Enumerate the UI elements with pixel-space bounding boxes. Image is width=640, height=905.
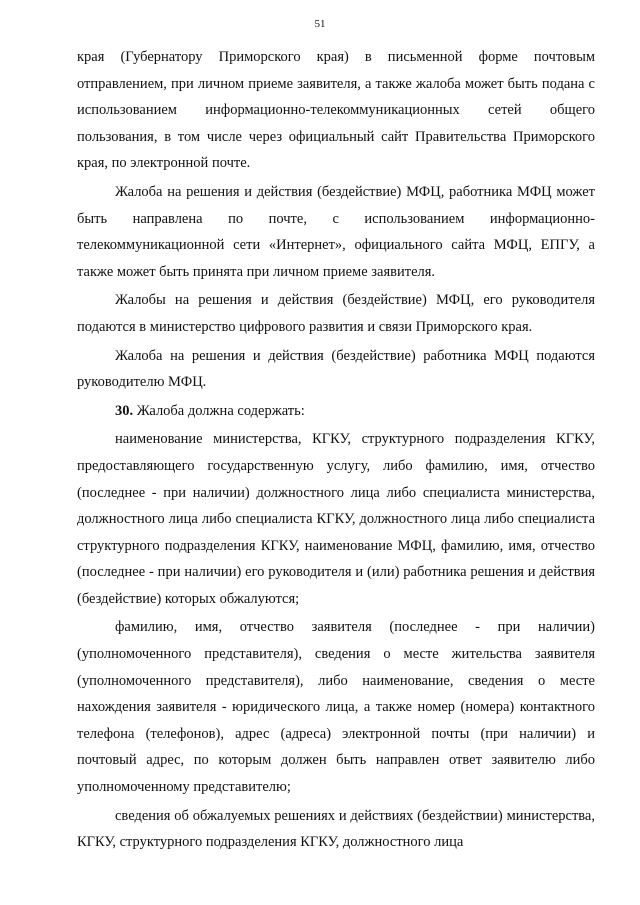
paragraph-mfc-complaint-submission: Жалоба на решения и действия (бездействие) МФЦ, работника МФЦ может быть направлена по почте, с использованием информационно-телекоммуникационной сети «Интернет», официального сайта МФЦ, ЕПГУ, а также может быть принята при личном приеме заявителя. <box>77 183 595 280</box>
list-paragraph-authority-name: наименование министерства, КГКУ, структурного подразделения КГКУ, предоставляющего государственную услугу, либо фамилию, имя, отчество (последнее - при наличии) должностного лица либо специалиста министерства, должностного лица либо специалиста КГКУ, должностного лица либо специалиста структурного подразделения КГКУ, наименование МФЦ, фамилию, имя, отчество (последнее - при наличии) его руководителя и (или) работника решения и действия (бездействие) которых обжалуются; <box>77 431 595 607</box>
paragraph-mfc-head-complaints: Жалобы на решения и действия (бездействие) МФЦ, его руководителя подаются в министерство цифрового развития и связи Приморского края. <box>77 292 595 335</box>
list-paragraph-applicant-info: фамилию, имя, отчество заявителя (последнее - при наличии) (уполномоченного представителя), сведения о месте жительства заявителя (уполномоченного представителя), либо наименование, сведения о месте нахождения заявителя - юридического лица, а также номер (номера) контактного телефона (телефонов), адрес (адреса) электронной почты (при наличии) и почтовый адрес, по которым должен быть направлен ответ заявителю либо уполномоченному представителю; <box>77 619 595 796</box>
document-body <box>77 44 595 856</box>
page-number: 51 <box>314 18 326 30</box>
paragraph-continuation: края (Губернатору Приморского края) в письменной форме почтовым отправлением, при личном приеме заявителя, а также жалоба может быть подана с использованием информационно-телекоммуникационных сетей общего пользования, в том числе через официальный сайт Правительства Приморского края, по электронной почте. <box>77 49 595 172</box>
list-paragraph-appealed-decisions: сведения об обжалуемых решениях и действиях (бездействии) министерства, КГКУ, структурного подразделения КГКУ, должностного лица <box>77 807 595 851</box>
item-30-number: 30. <box>115 402 134 419</box>
item-30-text: Жалоба должна содержать: <box>133 402 305 419</box>
item-30-heading <box>77 398 595 425</box>
paragraph-mfc-worker-complaints: Жалоба на решения и действия (бездействие) работника МФЦ подаются руководителю МФЦ. <box>77 347 595 391</box>
